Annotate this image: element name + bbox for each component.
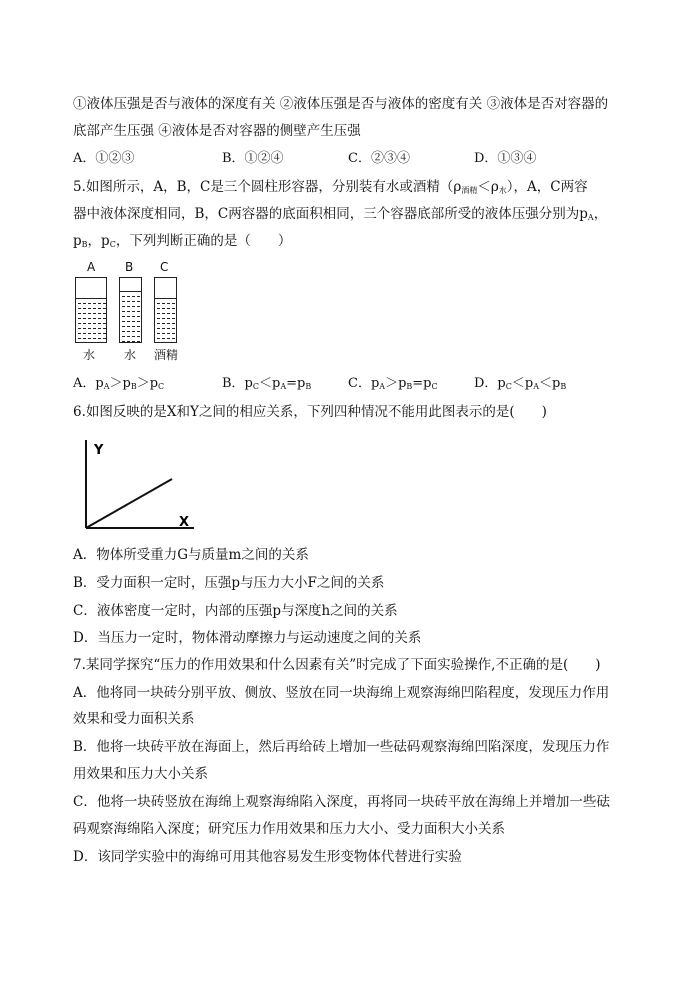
subscript: C [109,240,116,249]
subscript: A [533,382,539,391]
rho-subscript: 水 [498,186,507,195]
q7-option-d: D．该同学实验中的海绵可用其他容易发生形变物体代替进行实验 [73,849,462,865]
opt-text: ＞p [109,376,131,391]
subscript: B [130,382,137,391]
label-a: A [87,260,96,274]
q5-line-3-text: ，下列判断正确的是（ ） [115,233,292,249]
q5-line-1-text: 5.如图所示，A，B，C是三个圆柱形容器，分别装有水或酒精（ρ [73,179,462,195]
opt-text: ＜p [259,376,281,391]
subscript: A [103,382,110,391]
q5-option-c [348,376,438,395]
subscript: A [587,213,594,222]
q5-line-3-text: p [73,233,82,249]
label-b: B [125,260,134,274]
subscript: B [560,382,567,391]
q5-line-2-text: 器中液体深度相同，B，C两容器的底面积相同，三个容器底部所受的液体压强分别为p [73,206,588,222]
opt-text: =p [286,376,306,391]
opt-text: ＞p [385,376,407,391]
q6-option-d: D．当压力一定时，物体滑动摩擦力与运动速度之间的关系 [73,630,422,646]
q6-option-c: C．液体密度一定时，内部的压强p与深度h之间的关系 [73,603,398,619]
rho-subscript: 酒精 [461,186,478,195]
q7-option-a-line-1: A．他将同一块砖分别平放、侧放、竖放在同一块海绵上观察海绵凹陷程度，发现压力作用 [73,685,610,701]
q4-option-b: B．①②④ [222,151,284,166]
q6-option-b: B．受力面积一定时，压强p与压力大小F之间的关系 [73,575,385,591]
cylinder-b [119,277,142,343]
q5-line-1-text: ＜ρ [477,179,499,195]
opt-text: =p [412,376,432,391]
q4-option-a: A．①②③ [73,151,135,166]
q7-option-b-line-2: 用效果和压力大小关系 [73,766,208,782]
label-alcohol-c: 酒精 [154,348,179,362]
q5-line-3-text: ，p [87,233,110,249]
q5-line-1-text: ），A，C两容 [506,179,588,195]
opt-text: A．p [73,376,104,391]
q7-option-c-line-2: 码观察海绵陷入深度；研究压力作用效果和压力大小、受力面积大小关系 [73,821,505,837]
q5-line-2-text: ， [593,206,608,222]
label-c: C [160,260,169,274]
y-axis-label: Y [94,443,104,458]
opt-text: D．p [474,376,506,391]
subscript: C [158,382,165,391]
subscript: A [379,382,386,391]
q7-option-a-line-2: 效果和受力面积关系 [73,711,195,727]
cylinder-a [75,277,107,343]
label-water-b: 水 [124,348,137,362]
subscript: C [431,382,438,391]
subscript: B [305,382,312,391]
label-water-a: 水 [83,348,96,362]
subscript: C [505,382,512,391]
q7-stem: 7.某同学探究“压力的作用效果和什么因素有关”时完成了下面实验操作,不正确的是( ) [73,657,601,673]
q5-line-3 [73,233,291,253]
x-axis-label: X [179,515,190,530]
q4-option-c: C．②③④ [348,151,410,166]
q5-option-b [222,376,311,395]
q4-option-d: D．①③④ [474,151,537,166]
q7-option-b-line-1: B．他将一块砖平放在海面上，然后再给砖上增加一些砝码观察海绵凹陷深度，发现压力作 [73,739,610,755]
opt-text: ＞p [136,376,159,391]
subscript: C [252,382,260,391]
q5-line-2 [73,206,607,226]
q5-option-d [474,376,566,395]
subscript: B [406,382,413,391]
cylinder-c [154,277,177,343]
q4-line-1: ①液体压强是否与液体的深度有关 ②液体压强是否与液体的密度有关 ③液体是否对容器的 [73,96,609,112]
subscript: B [81,240,88,249]
liquid-water-b [120,291,141,342]
q4-line-2: 底部产生压强 ④液体是否对容器的侧壁产生压强 [73,123,361,139]
q5-option-a [73,376,164,395]
q7-option-c-line-1: C．他将一块砖竖放在海绵上观察海绵陷入深度，再将同一块砖平放在海绵上并增加一些砝 [73,794,610,810]
subscript: A [280,382,287,391]
liquid-water-a [76,298,106,342]
q5-line-1 [73,179,588,199]
opt-text: ＜p [511,376,534,391]
liquid-alcohol-c [155,298,176,342]
q6-stem: 6.如图反映的是X和Y之间的相应关系，下列四种情况不能用此图表示的是( ) [73,404,547,420]
opt-text: C．p [348,376,380,391]
opt-text: ＜p [538,376,561,391]
opt-text: B．p [222,376,253,391]
proportional-line [86,479,172,528]
q6-option-a: A．物体所受重力G与质量m之间的关系 [73,547,309,563]
xy-graph [70,432,200,536]
